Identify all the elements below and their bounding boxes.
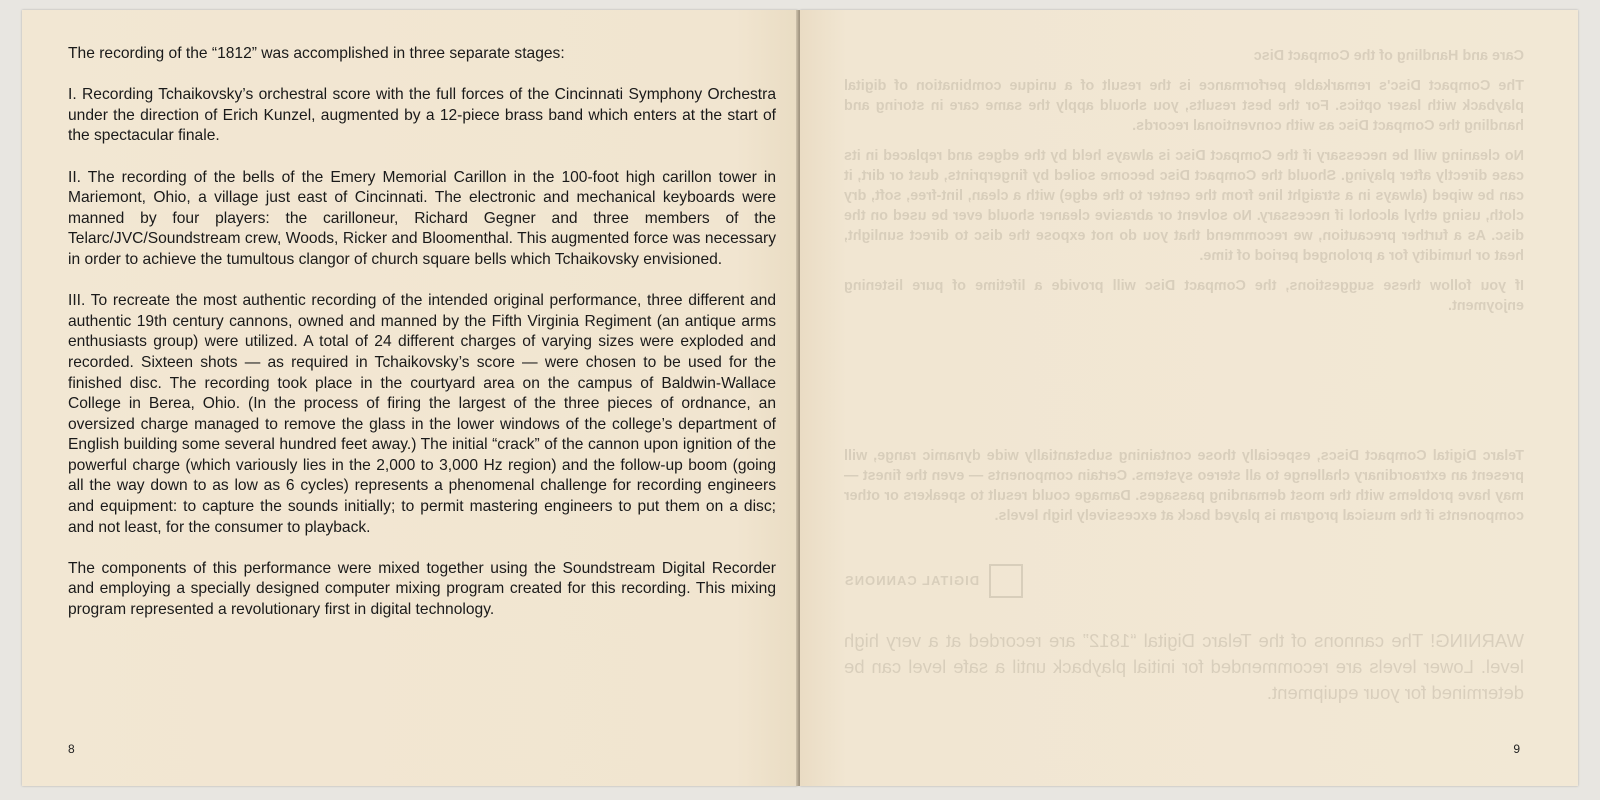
show-through-paragraph: If you follow these suggestions, the Compact Disc will provide a lifetime of pure listening enjoyment. (844, 278, 1524, 314)
show-through-paragraph: Telarc Digital Compact Discs, especially those containing substantially wide dynamic range, will present an extraordinary challenge to all stereo systems. Certain components — even the finest — may have problems with the most demanding passages. Damage could result to speakers or other components if the musical program is played back at excessively high levels. (844, 448, 1524, 524)
page-number-left: 8 (68, 742, 75, 756)
page-number-right: 9 (1513, 742, 1520, 756)
logo-text: DIGITAL CANNONS (844, 573, 980, 588)
right-page (800, 10, 1578, 786)
show-through-warning: WARNING! The cannons of the Telarc Digital “1812” are recorded at a very high level. Lower levels are recommended for initial playback until a safe level can be determined for your equipment. (844, 630, 1524, 703)
intro-paragraph: The recording of the “1812” was accomplished in three separate stages: (68, 45, 565, 62)
stage-one-paragraph: I. Recording Tchaikovsky’s orchestral score with the full forces of the Cincinnati Symphony Orchestra under the direction of Erich Kunzel, augmented by a 12-piece brass band which enters at the start of the spectacular finale. (68, 86, 776, 145)
show-through-paragraph: The Compact Disc's remarkable performance is the result of a unique combination of digital playback with laser optics. For the best results, you should apply the same care in storing and handling the Compact Disc as with conventional records. (844, 78, 1524, 134)
show-through-text (844, 46, 1524, 716)
left-page-body (68, 44, 776, 641)
mixing-paragraph: The components of this performance were mixed together using the Soundstream Digital Recorder and employing a specially designed computer mixing program created for this recording. This mixing program represented a revolutionary first in digital technology. (68, 559, 776, 619)
logo-emblem-icon (989, 564, 1023, 598)
show-through-heading: Care and Handling of the Compact Disc (1253, 48, 1524, 64)
stage-three-paragraph: III. To recreate the most authentic recording of the intended original performance, three different and authentic 19th century cannons, owned and manned by the Fifth Virginia Regiment (an antique arms enthusiasts group) were utilized. A total of 24 different charges of varying sizes were exploded and recorded. Sixteen shots — as required in Tchaikovsky’s score — were chosen to be used for the finished disc. The recording took place in the courtyard area on the campus of Baldwin-Wallace College in Berea, Ohio. (In the process of firing the largest of the three pieces of ordnance, an oversized charge managed to remove the glass in the lower windows of the college’s department of English building some several hundred feet away.) The initial “crack” of the cannon upon ignition of the powerful charge (which variously lies in the 2,000 to 3,000 Hz region) and the follow-up boom (going all the way down to as low as 6 cycles) represents a phenomenal challenge for recording engineers and equipment: to capture the sounds initially; to permit mastering engineers to put them on a disc; and not least, for the consumer to playback. (68, 292, 776, 536)
stage-two-paragraph: II. The recording of the bells of the Emery Memorial Carillon in the 100-foot high carillon tower in Mariemont, Ohio, a village just east of Cincinnati. The electronic and mechanical keyboards were manned by four players: the carilloneur, Richard Gegner and three members of the Telarc/JVC/Soundstream crew, Woods, Ricker and Bloomenthal. This augmented force was necessary in order to achieve the tumultous clangor of church square bells which Tchaikovsky envisioned. (68, 168, 776, 268)
left-page (22, 10, 798, 786)
show-through-paragraph: No cleaning will be necessary if the Compact Disc is always held by the edges and replaced in its case directly after playing. Should the Compact Disc become soiled by fingerprints, dust or dirt, it can be wiped (always in a straight line from the center to the edge) with a clean, lint-free, soft, dry cloth, using ethyl alcohol if necessary. No solvent or abrasive cleaner should ever be used on the disc. As a further precaution, we recommend that you do not expose the disc to direct sunlight, heat or humidity for a prolonged period of time. (844, 148, 1524, 264)
digital-cannons-logo (844, 564, 1524, 598)
